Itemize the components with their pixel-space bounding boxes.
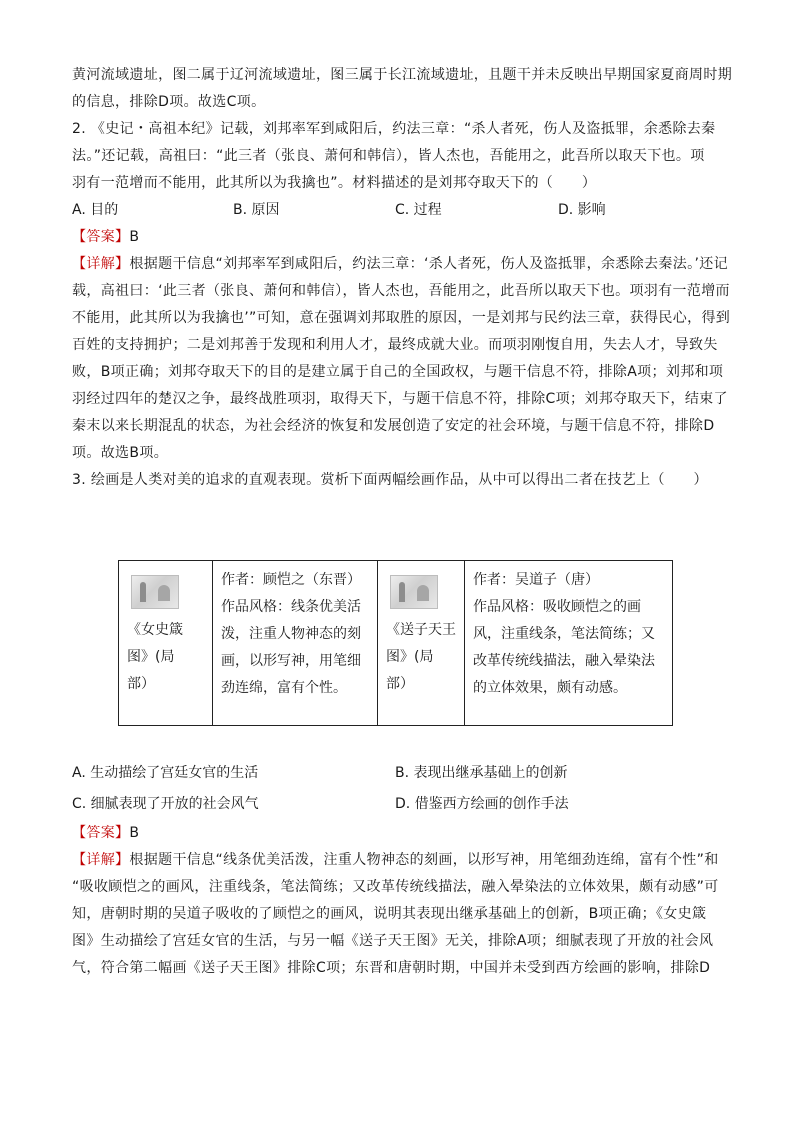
explanation-line: 图》生动描绘了宫廷女官的生活，与另一幅《送子天王图》无关，排除A项；细腻表现了开放的社会风 [72, 933, 714, 949]
desc-line: 作品风格：吸收顾恺之的画 [473, 599, 641, 615]
option-b: B. 原因 [233, 202, 280, 218]
question-2 [72, 116, 731, 467]
desc-line: 劲连绵，富有个性。 [221, 680, 347, 696]
desc-line: 作品风格：线条优美活 [221, 599, 361, 615]
painting-cell-left [119, 561, 213, 726]
explanation-line: 载，高祖曰：‘此三者（张良、萧何和韩信），皆人杰也，吾能用之，此吾所以取天下也。项羽有一范增而 [72, 283, 730, 299]
painting-title-line: 部） [127, 676, 155, 692]
question-3-continued [72, 760, 724, 982]
painting-title-line: 图》(局 [386, 649, 434, 665]
explanation-line [72, 847, 724, 874]
explanation-line: 气，符合第二幅画《送子天王图》排除C项；东晋和唐朝时期，中国并未受到西方绘画的影响，排除D [72, 960, 711, 976]
paintings-table [118, 560, 673, 726]
answer-value: B [129, 825, 140, 841]
explanation-text: 根据题干信息“线条优美活泼，注重人物神态的刻画，以形写神，用笔细劲连绵，富有个性”和 [129, 852, 719, 868]
explanation-text: 根据题干信息“刘邦率军到咸阳后，约法三章：‘杀人者死，伤人及盗抵罪，余悉除去秦法。’还记 [129, 256, 728, 272]
option-a: A. 目的 [72, 202, 119, 218]
desc-line: 画，以形写神，用笔细 [221, 653, 361, 669]
painting-cell-right [378, 561, 465, 726]
painting-title-line: 《女史箴 [127, 622, 183, 638]
painting-desc-left [213, 561, 378, 726]
text-line: 的信息，排除D项。故选C项。 [72, 94, 266, 110]
text-line: 黄河流域遗址，图二属于辽河流域遗址，图三属于长江流域遗址，且题干并未反映出早期国家夏商周时期 [72, 67, 733, 83]
option-c: C. 细腻表现了开放的社会风气 [72, 796, 259, 812]
option-b: B. 表现出继承基础上的创新 [395, 765, 568, 781]
answer-label: 【答案】 [72, 229, 130, 245]
explanation-line: 项。故选B项。 [72, 445, 169, 461]
answer-line [72, 224, 724, 251]
question-3-stem: 3. 绘画是人类对美的追求的直观表现。赏析下面两幅绘画作品，从中可以得出二者在技艺上（ ） [72, 472, 708, 488]
painting-title-line: 部） [386, 676, 414, 692]
document-page [72, 62, 733, 494]
explanation-line: 知，唐朝时期的吴道子吸收的了顾恺之的画风，说明其表现出继承基础上的创新，B项正确；《女史箴 [72, 906, 707, 922]
option-a: A. 生动描绘了宫廷女官的生活 [72, 765, 259, 781]
explanation-label: 【详解】 [72, 256, 130, 272]
painting-thumbnail-nvshi [131, 575, 179, 609]
desc-line: 的立体效果，颇有动感。 [473, 680, 627, 696]
answer-value: B [129, 229, 140, 245]
option-d: D. 借鉴西方绘画的创作手法 [395, 796, 569, 812]
explanation-label: 【详解】 [72, 852, 130, 868]
explanation-line: 败，B项正确；刘邦夺取天下的目的是建立属于自己的全国政权，与题干信息不符，排除A项；刘邦和项 [72, 364, 724, 380]
explanation-line: 百姓的支持拥护；二是刘邦善于发现和利用人才，最终成就大业。而项羽刚愎自用，失去人才，导致失 [72, 337, 718, 353]
painting-title-line: 《送子天王 [386, 622, 456, 638]
desc-line: 泼，注重人物神态的刻 [221, 626, 361, 642]
painting-thumbnail-songzi [390, 575, 438, 609]
desc-line: 改革传统线描法，融入晕染法 [473, 653, 655, 669]
q3-options-row1 [72, 760, 724, 787]
explanation-line: 秦末以来长期混乱的状态，为社会经济的恢复和发展创造了安定的社会环境，与题干信息不符，排除D [72, 418, 715, 434]
q2-options [72, 197, 724, 224]
answer-line [72, 820, 724, 847]
question-stem-line: 2. 《史记・高祖本纪》记载，刘邦率军到咸阳后，约法三章：“杀人者死，伤人及盗抵罪，余悉除去秦 [72, 121, 716, 137]
explanation-line [72, 251, 728, 278]
q3-options-row2 [72, 791, 724, 818]
desc-line: 作者：顾恺之（东晋） [221, 572, 361, 588]
question-stem-line: 法。”还记载，高祖曰：“此三者（张良、萧何和韩信），皆人杰也，吾能用之，此吾所以取天下也。项 [72, 148, 705, 164]
option-c: C. 过程 [395, 202, 442, 218]
painting-desc-right [465, 561, 673, 726]
prev-explanation [72, 62, 733, 116]
question-stem-line: 羽有一范增而不能用，此其所以为我擒也”。材料描述的是刘邦夺取天下的（ ） [72, 175, 597, 191]
desc-line: 风，注重线条，笔法简练；又 [473, 626, 655, 642]
explanation-line: “吸收顾恺之的画风，注重线条，笔法简练；又改革传统线描法，融入晕染法的立体效果，颇有动感”可 [72, 879, 719, 895]
answer-label: 【答案】 [72, 825, 130, 841]
desc-line: 作者：吴道子（唐） [473, 572, 599, 588]
option-d: D. 影响 [558, 202, 606, 218]
explanation-line: 不能用，此其所以为我擒也’”可知，意在强调刘邦取胜的原因，一是刘邦与民约法三章，获得民心，得到 [72, 310, 731, 326]
explanation-line: 羽经过四年的楚汉之争，最终战胜项羽，取得天下，与题干信息不符，排除C项；刘邦夺取天下，结束了 [72, 391, 728, 407]
painting-title-line: 图》(局 [127, 649, 175, 665]
